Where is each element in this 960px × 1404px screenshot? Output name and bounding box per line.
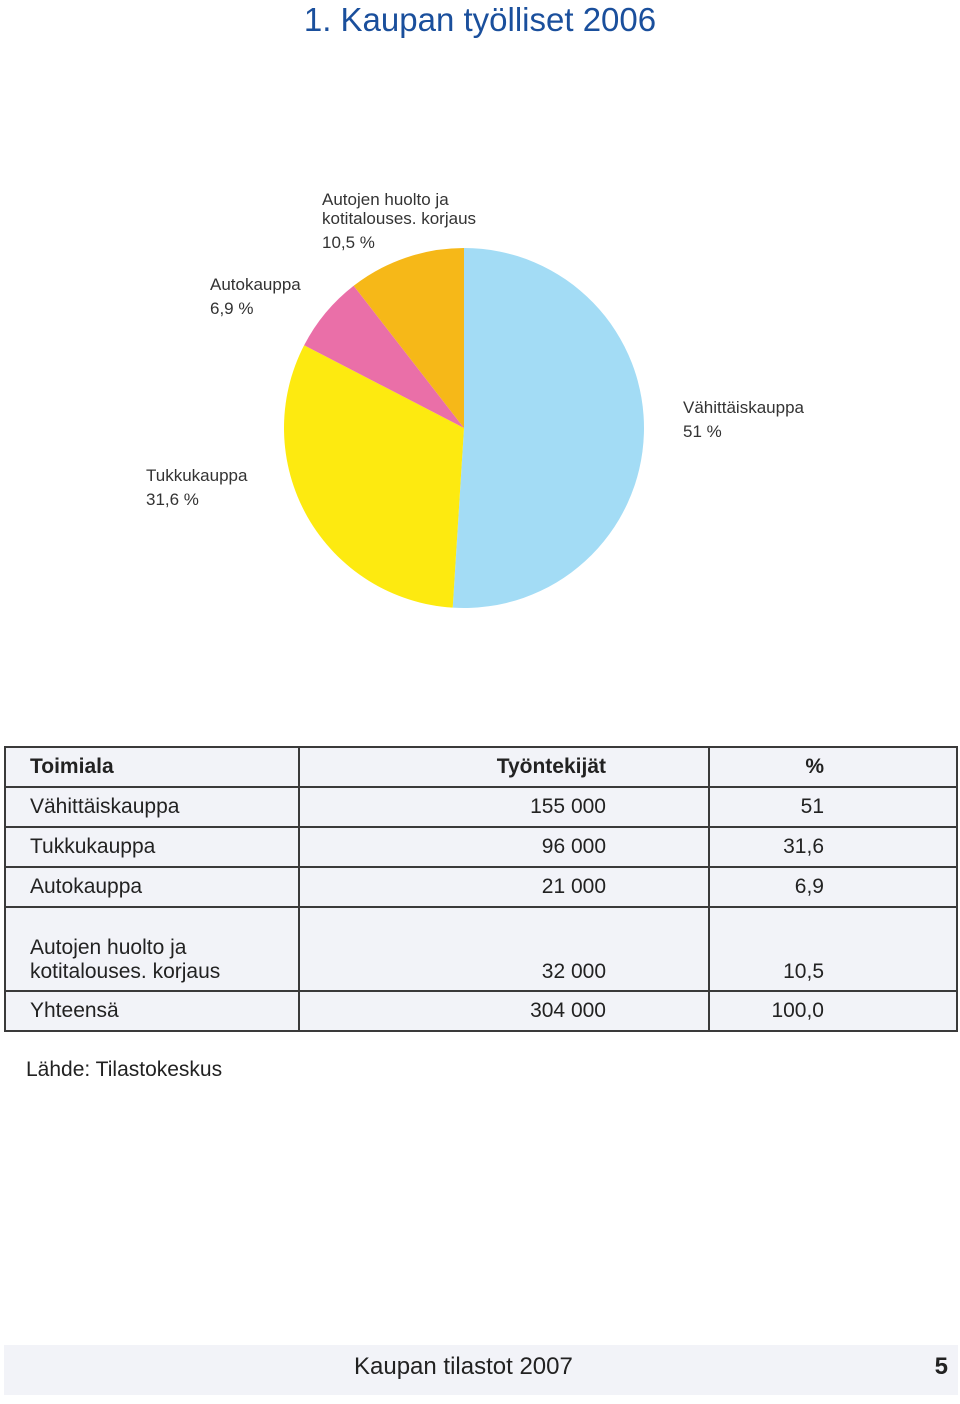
row-employees: 155 000 [299,787,709,827]
slice-label-service-name-1: Autojen huolto ja [322,190,449,209]
slice-label-service-name-2: kotitalouses. korjaus [322,209,477,228]
slice-label-auto [210,273,301,321]
row-name-line1: Autojen huolto ja [30,936,187,959]
publication-title: Kaupan tilastot 2007 [354,1353,573,1380]
row-pct: 100,0 [709,991,957,1031]
employment-table [4,746,958,1032]
page-footer [4,1345,958,1395]
row-name: Vähittäiskauppa [5,787,299,827]
table-row [5,827,957,867]
header-tyontekijat: Työntekijät [299,747,709,787]
table-header-row [5,747,957,787]
slice-label-wholesale [146,464,247,512]
pie-chart [0,0,960,700]
row-name: Autokauppa [5,867,299,907]
row-pct: 6,9 [709,867,957,907]
slice-label-service-pct: 10,5 % [322,233,375,252]
row-employees: 304 000 [299,991,709,1031]
page-number: 5 [934,1353,948,1380]
row-name: Yhteensä [5,991,299,1031]
table-row [5,787,957,827]
slice-label-wholesale-name: Tukkukauppa [146,466,248,485]
row-name [5,907,299,991]
header-pct: % [709,747,957,787]
table-row-total [5,991,957,1031]
row-employees: 21 000 [299,867,709,907]
slice-label-service [322,188,476,255]
source-note: Lähde: Tilastokeskus [26,1058,223,1081]
slice-label-retail-pct: 51 % [683,422,722,441]
row-pct: 10,5 [709,907,957,991]
row-name-line2: kotitalouses. korjaus [30,960,221,983]
slice-label-retail-name: Vähittäiskauppa [683,398,804,417]
row-employees: 96 000 [299,827,709,867]
row-name: Tukkukauppa [5,827,299,867]
row-employees: 32 000 [299,907,709,991]
page-title: 1. Kaupan työlliset 2006 [303,1,657,38]
slice-label-wholesale-pct: 31,6 % [146,490,199,509]
table-row [5,907,957,991]
table-row [5,867,957,907]
pie-slice-retail [453,248,644,608]
slice-label-auto-name: Autokauppa [210,275,301,294]
slice-label-auto-pct: 6,9 % [210,299,254,318]
header-toimiala: Toimiala [5,747,299,787]
row-pct: 31,6 [709,827,957,867]
slice-label-retail [683,396,804,444]
row-pct: 51 [709,787,957,827]
